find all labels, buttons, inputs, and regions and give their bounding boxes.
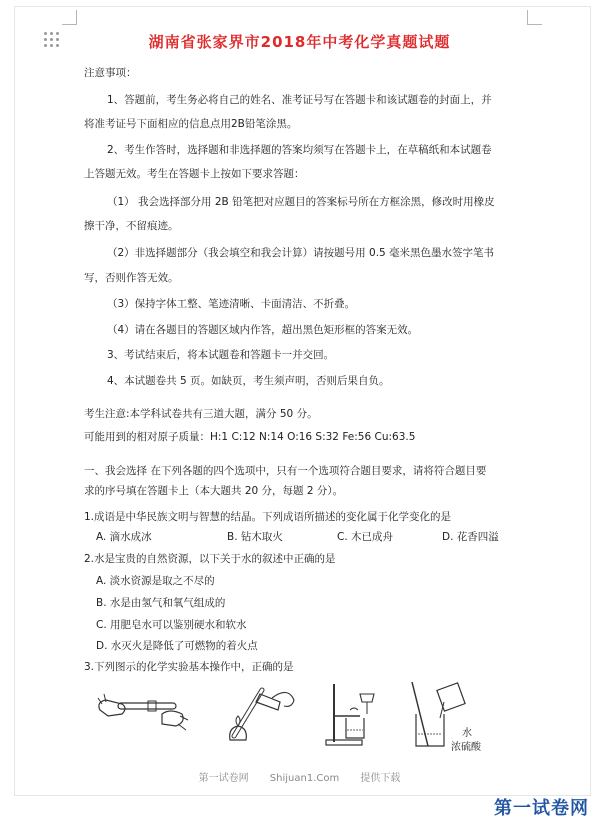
page-footer <box>0 769 599 784</box>
footer-site-name: 第一试卷网 <box>198 773 249 784</box>
figure-a-test-tube <box>92 680 192 742</box>
notice-item-3: 3、考试结束后，将本试题卷和答题卡一并交回。 <box>107 349 335 361</box>
page-corner-mark <box>527 10 542 25</box>
notice-item-1: 1、答题前，考生务必将自己的姓名、准考证号写在答题卡和该试题卷的封面上，并 <box>107 94 492 106</box>
figure-b-heating <box>222 680 302 742</box>
notice-sub-2-cont: 写，否则作答无效。 <box>84 272 179 284</box>
question-2-option-c: C. 用肥皂水可以鉴别硬水和软水 <box>96 619 247 631</box>
section-1-heading: 一、我会选择 在下列各题的四个选项中，只有一个选项符合题目要求，请将符合题目要 <box>84 465 487 477</box>
question-1-stem: 1.成语是中华民族文明与智慧的结晶。下列成语所描述的变化属于化学变化的是 <box>84 511 452 523</box>
notice-sub-3: （3）保持字体工整、笔迹清晰、卡面清洁、不折叠。 <box>107 298 356 310</box>
question-2-option-b: B. 水是由氢气和氧气组成的 <box>96 597 226 609</box>
footer-download: 提供下载 <box>360 773 401 784</box>
notice-sub-1: （1） 我会选择部分用 2B 铅笔把对应题目的答案标号所在方框涂黑，修改时用橡皮 <box>107 196 495 208</box>
notice-sub-1-cont: 擦干净，不留痕迹。 <box>84 220 179 232</box>
notice-item-4: 4、本试题卷共 5 页。如缺页，考生须声明，否则后果自负。 <box>107 375 390 387</box>
notice-sub-2: （2）非选择题部分（我会填空和我会计算）请按题号用 0.5 毫米黑色墨水签字笔书 <box>107 247 495 259</box>
document-title: 湖南省张家界市2018年中考化学真题试题 <box>148 33 451 51</box>
notice-heading: 注意事项： <box>84 67 137 79</box>
notice-sub-4: （4）请在各题目的答题区域内作答，超出黑色矩形框的答案无效。 <box>107 324 419 336</box>
notice-item-1-cont: 将准考证号下面相应的信息点用2B铅笔涂黑。 <box>84 118 298 130</box>
figure-label-water: 水 <box>462 728 472 739</box>
question-2-option-d: D. 水灭火是降低了可燃物的着火点 <box>96 640 258 652</box>
page-corner-mark <box>62 10 77 25</box>
footer-site-url: Shijuan1.Com <box>269 773 340 784</box>
section-1-heading-cont: 求的序号填在答题卡上（本大题共 20 分，每题 2 分）。 <box>84 485 344 497</box>
figure-c-iron-stand <box>324 680 384 748</box>
question-1-option-c: C. 木已成舟 <box>337 531 394 543</box>
question-1-option-d: D. 花香四溢 <box>442 531 499 543</box>
question-2-option-a: A. 淡水资源是取之不尽的 <box>96 575 215 587</box>
figure-d-dilution <box>404 680 498 750</box>
brand-watermark: 第一试卷网 <box>494 798 589 819</box>
question-3-stem: 3.下列图示的化学实验基本操作中，正确的是 <box>84 661 294 673</box>
question-2-stem: 2.水是宝贵的自然资源，以下关于水的叙述中正确的是 <box>84 553 336 565</box>
figure-label-acid: 浓硫酸 <box>451 742 481 753</box>
exam-note: 考生注意:本学科试卷共有三道大题，满分 50 分。 <box>84 408 318 420</box>
question-1-option-a: A. 滴水成冰 <box>96 531 152 543</box>
notice-item-2-cont: 上答题无效。考生在答题卡上按如下要求答题： <box>84 168 305 180</box>
notice-item-2: 2、考生作答时，选择题和非选择题的答案均须写在答题卡上，在草稿纸和本试题卷 <box>107 144 492 156</box>
question-1-option-b: B. 钻木取火 <box>227 531 283 543</box>
atomic-mass-line: 可能用到的相对原子质量：H:1 C:12 N:14 O:16 S:32 Fe:56 Cu:63.5 <box>84 431 416 443</box>
